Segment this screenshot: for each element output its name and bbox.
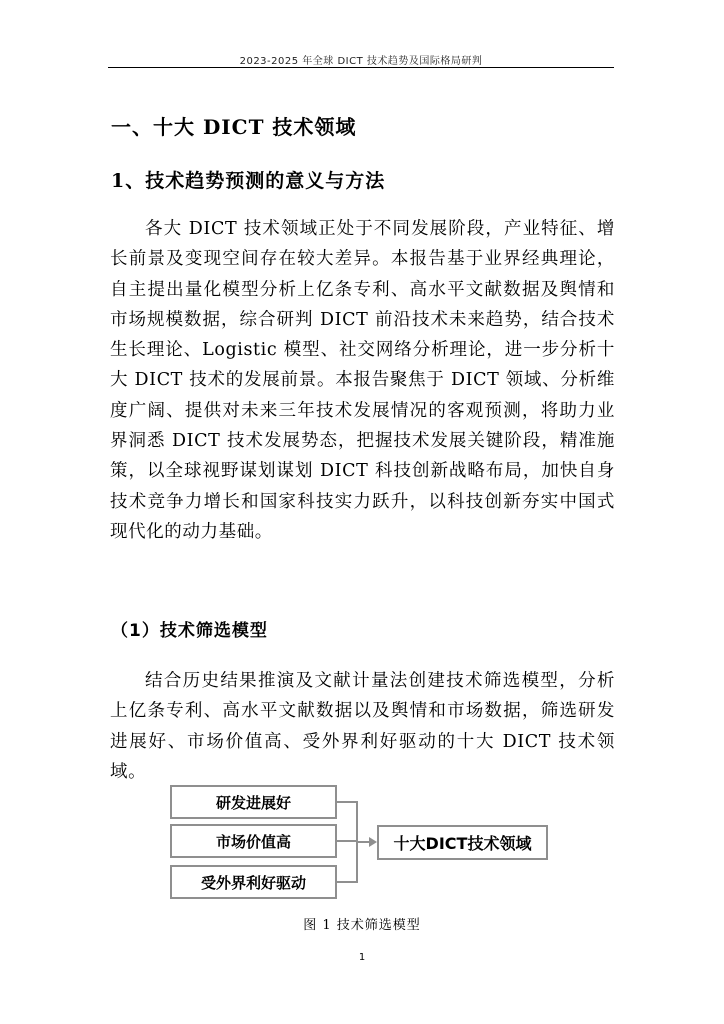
criterion-box: 受外界利好驱动 (170, 865, 337, 899)
section-heading: 一、十大 DICT 技术领域 (111, 115, 357, 139)
body-paragraph-intro: 各大 DICT 技术领域正处于不同发展阶段，产业特征、增长前景及变现空间存在较大差异。本报告基于业界经典理论，自主提出量化模型分析上亿条专利、高水平文献数据及舆情和市场规模数据，综合研判 DICT 前沿技术未来趋势，结合技术生长理论、Logistic 模型、社交网络分析理论，进一步分析十大 DICT 技术的发展前景。本报告聚焦于 DICT 领域、分析维度广阔、提供对未来三年技术发展情况的客观预测，将助力业界洞悉 DICT 技术发展势态，把握技术发展关键阶段，精准施策，以全球视野谋划谋划 DICT 科技创新战略布局，加快自身技术竞争力增长和国家科技实力跃升，以科技创新夯实中国式现代化的动力基础。 (110, 219, 615, 542)
criterion-box: 市场价值高 (170, 824, 337, 858)
body-paragraph-model: 结合历史结果推演及文献计量法创建技术筛选模型，分析上亿条专利、高水平文献数据以及舆情和市场数据，筛选研发进展好、市场价值高、受外界利好驱动的十大 DICT 技术领域。 (110, 671, 615, 782)
subsection-heading: 1、技术趋势预测的意义与方法 (111, 170, 386, 192)
screening-model-diagram (168, 785, 560, 897)
page-number: 1 (358, 952, 366, 963)
figure-caption: 图 1 技术筛选模型 (303, 918, 421, 933)
criterion-box: 研发进展好 (170, 785, 337, 819)
header-rule (108, 67, 614, 68)
arrowhead-icon (369, 837, 377, 847)
running-header: 2023-2025 年全球 DICT 技术趋势及国际格局研判 (239, 56, 483, 67)
subsubsection-heading: （1）技术筛选模型 (111, 621, 268, 641)
output-box: 十大DICT技术领域 (377, 825, 548, 860)
